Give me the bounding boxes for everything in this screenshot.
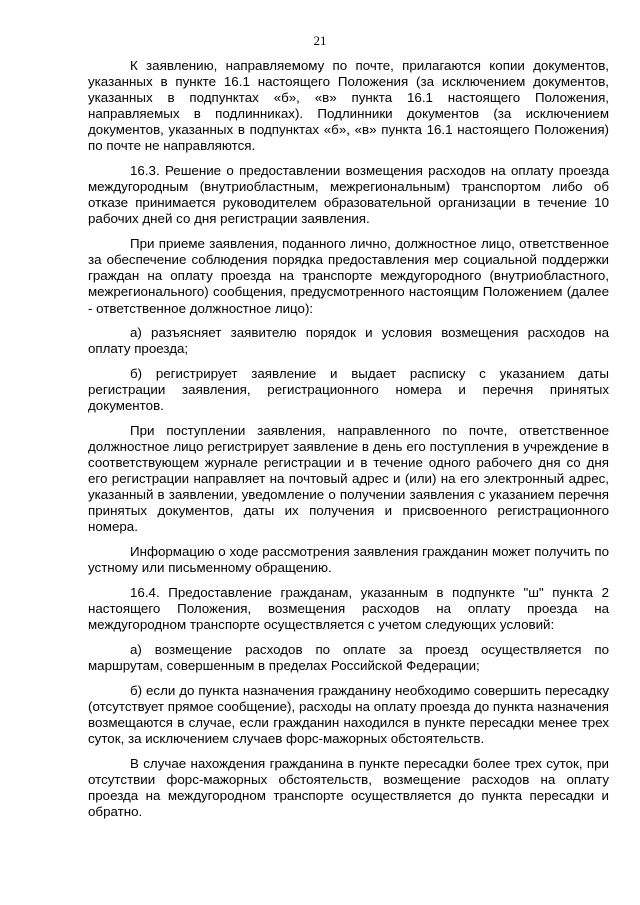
paragraph-16-4-conditions: 16.4. Предоставление гражданам, указанным в подпункте "ш" пункта 2 настоящего Положения, возмещения расходов на оплату проезда на междугородном транспорте осуществляется с учетом следующих условий:: [88, 584, 609, 633]
paragraph-personal-application: При приеме заявления, поданного лично, должностное лицо, ответственное за обеспечение соблюдения порядка предоставления мер социальной поддержки граждан на оплату проезда на транспорте междугородного (внутриобластного, межрегионального) сообщения, предусмотренного настоящим Положением (далее - ответственное должностное лицо):: [88, 236, 609, 316]
paragraph-transfer-over-three-days: В случае нахождения гражданина в пункте пересадки более трех суток, при отсутствии форс-мажорных обстоятельств, возмещение расходов на оплату проезда на междугородном транспорте осуществляется до пункта пересадки и обратно.: [88, 755, 609, 819]
page-number: 21: [313, 33, 327, 48]
paragraph-condition-a: а) возмещение расходов по оплате за проезд осуществляется по маршрутам, совершенным в пределах Российской Федерации;: [88, 641, 609, 673]
paragraph-mail-application: При поступлении заявления, направленного по почте, ответственное должностное лицо регистрирует заявление в день его поступления в учреждение в соответствующем журнале регистрации и в течение одного рабочего дня со дня его регистрации направляет на почтовый адрес и (или) на его электронный адрес, указанный в заявлении, уведомление о получении заявления с указанием перечня принятых документов, даты их получения и присвоенного регистрационного номера.: [88, 422, 609, 535]
paragraph-condition-b: б) если до пункта назначения гражданину необходимо совершить пересадку (отсутствует прямое сообщение), расходы на оплату проезда до пункта назначения возмещаются в случае, если гражданин находился в пункте пересадки менее трех суток, за исключением случаев форс-мажорных обстоятельств.: [88, 682, 609, 746]
paragraph-16-3-decision: 16.3. Решение о предоставлении возмещения расходов на оплату проезда междугородным (внутриобластным, межрегиональным) транспортом либо об отказе принимается руководителем образовательной организации в течение 10 рабочих дней со дня регистрации заявления.: [88, 163, 609, 227]
paragraph-item-a-explains: а) разъясняет заявителю порядок и условия возмещения расходов на оплату проезда;: [88, 325, 609, 357]
paragraph-status-info: Информацию о ходе рассмотрения заявления гражданин может получить по устному или письменному обращению.: [88, 544, 609, 576]
paragraph-item-b-registers: б) регистрирует заявление и выдает расписку с указанием даты регистрации заявления, регистрационного номера и перечня принятых документов.: [88, 365, 609, 414]
document-body: [88, 58, 609, 828]
paragraph-mail-attachments: К заявлению, направляемому по почте, прилагаются копии документов, указанных в пункте 16.1 настоящего Положения (за исключением документов, указанных в подпунктах «б», «в» пункта 16.1 настоящего Положения, направляемых в подлинниках). Подлинники документов (за исключением документов, указанных в подпунктах «б», «в» пункта 16.1 настоящего Положения) по почте не направляются.: [88, 58, 609, 154]
